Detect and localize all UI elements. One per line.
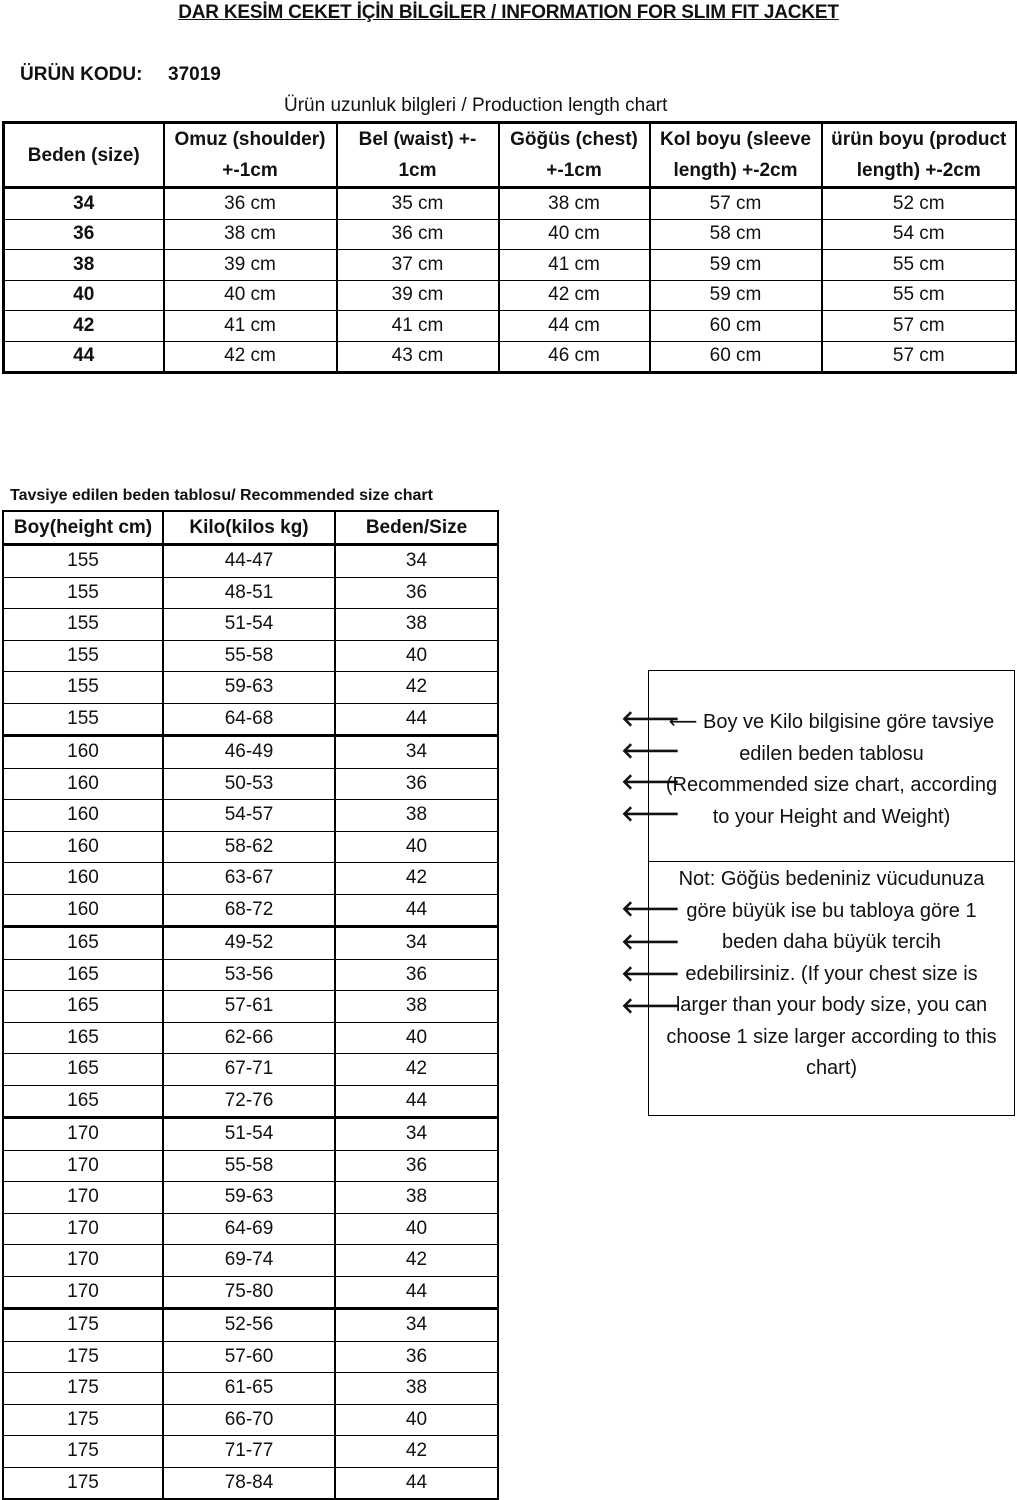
- height-cell: 165: [3, 1085, 163, 1118]
- left-arrow-icon: 🡐: [621, 769, 680, 794]
- weight-cell: 49-52: [163, 927, 335, 960]
- recommended-row: [3, 640, 498, 672]
- document-title: DAR KESİM CEKET İÇİN BİLGİLER / INFORMATION FOR SLIM FIT JACKET: [178, 2, 839, 23]
- size-cell: 40: [335, 1022, 498, 1054]
- weight-cell: 55-58: [163, 640, 335, 672]
- size-cell: 38: [4, 250, 164, 281]
- size-cell: 40: [335, 1404, 498, 1436]
- note-line: edebilirsiniz. (If your chest size is: [685, 962, 978, 985]
- recommended-size-table: [2, 510, 499, 1500]
- recommended-row: [3, 1022, 498, 1054]
- measurement-cell: 54 cm: [822, 219, 1017, 250]
- size-cell: 36: [335, 768, 498, 800]
- header-waist: Bel (waist) +- 1cm: [337, 123, 499, 188]
- height-cell: 175: [3, 1309, 163, 1342]
- measurement-cell: 57 cm: [822, 311, 1017, 342]
- production-row: [4, 311, 1017, 342]
- recommended-row: [3, 609, 498, 641]
- measurement-cell: 60 cm: [650, 311, 822, 342]
- production-row: [4, 250, 1017, 281]
- recommended-row: [3, 863, 498, 895]
- weight-cell: 63-67: [163, 863, 335, 895]
- weight-cell: 57-61: [163, 991, 335, 1023]
- header-weight: Kilo(kilos kg): [163, 511, 335, 545]
- recommended-row: [3, 959, 498, 991]
- height-cell: 160: [3, 863, 163, 895]
- recommended-row: [3, 1118, 498, 1151]
- production-length-table: [2, 121, 1017, 374]
- weight-cell: 62-66: [163, 1022, 335, 1054]
- height-cell: 165: [3, 1022, 163, 1054]
- recommendation-note: [649, 707, 1014, 833]
- recommended-row: [3, 736, 498, 769]
- height-cell: 170: [3, 1245, 163, 1277]
- size-cell: 44: [335, 1085, 498, 1118]
- left-arrow-icon: 🡐: [621, 929, 680, 954]
- height-cell: 170: [3, 1118, 163, 1151]
- height-cell: 170: [3, 1276, 163, 1309]
- production-chart-subtitle: Ürün uzunluk bilgleri / Production length chart: [284, 95, 668, 116]
- size-cell: 34: [335, 927, 498, 960]
- left-arrow-icon: 🡐: [621, 961, 680, 986]
- height-cell: 160: [3, 768, 163, 800]
- size-cell: 34: [335, 1309, 498, 1342]
- weight-cell: 69-74: [163, 1245, 335, 1277]
- size-cell: 36: [4, 219, 164, 250]
- recommended-row: [3, 1054, 498, 1086]
- weight-cell: 59-63: [163, 672, 335, 704]
- notes-box: [648, 670, 1015, 1116]
- left-arrow-icon: 🡐: [621, 738, 680, 763]
- measurement-cell: 43 cm: [337, 341, 499, 373]
- measurement-cell: 55 cm: [822, 250, 1017, 281]
- height-cell: 155: [3, 577, 163, 609]
- height-cell: 165: [3, 959, 163, 991]
- size-cell: 38: [335, 800, 498, 832]
- recommended-row: [3, 577, 498, 609]
- measurement-cell: 55 cm: [822, 280, 1017, 311]
- size-cell: 36: [335, 1150, 498, 1182]
- measurement-cell: 40 cm: [499, 219, 650, 250]
- size-cell: 42: [4, 311, 164, 342]
- recommended-row: [3, 1085, 498, 1118]
- left-arrow-icon: 🡐: [621, 993, 680, 1018]
- height-cell: 175: [3, 1373, 163, 1405]
- size-cell: 36: [335, 959, 498, 991]
- left-arrow-icon: 🡐: [621, 801, 680, 826]
- measurement-cell: 58 cm: [650, 219, 822, 250]
- measurement-cell: 38 cm: [164, 219, 337, 250]
- height-cell: 155: [3, 609, 163, 641]
- left-arrow-icon: 🡐: [621, 896, 680, 921]
- height-cell: 170: [3, 1213, 163, 1245]
- recommended-row: [3, 672, 498, 704]
- measurement-cell: 57 cm: [650, 188, 822, 220]
- weight-cell: 53-56: [163, 959, 335, 991]
- note-line: edilen beden tablosu: [739, 742, 924, 765]
- recommended-row: [3, 1245, 498, 1277]
- recommended-row: [3, 991, 498, 1023]
- recommended-header-row: [3, 511, 498, 545]
- recommended-row: [3, 768, 498, 800]
- weight-cell: 58-62: [163, 831, 335, 863]
- measurement-cell: 44 cm: [499, 311, 650, 342]
- size-cell: 40: [335, 640, 498, 672]
- size-cell: 34: [4, 188, 164, 220]
- size-cell: 34: [335, 1118, 498, 1151]
- recommended-row: [3, 1309, 498, 1342]
- size-cell: 42: [335, 1436, 498, 1468]
- size-cell: 42: [335, 863, 498, 895]
- product-code-label: ÜRÜN KODU:: [20, 64, 143, 85]
- measurement-cell: 52 cm: [822, 188, 1017, 220]
- measurement-cell: 39 cm: [337, 280, 499, 311]
- weight-cell: 78-84: [163, 1467, 335, 1499]
- height-cell: 175: [3, 1467, 163, 1499]
- measurement-cell: 59 cm: [650, 250, 822, 281]
- recommended-row: [3, 894, 498, 927]
- production-row: [4, 280, 1017, 311]
- weight-cell: 66-70: [163, 1404, 335, 1436]
- size-cell: 38: [335, 1373, 498, 1405]
- size-cell: 44: [335, 894, 498, 927]
- size-cell: 44: [4, 341, 164, 373]
- weight-cell: 52-56: [163, 1309, 335, 1342]
- size-cell: 40: [335, 1213, 498, 1245]
- weight-cell: 51-54: [163, 609, 335, 641]
- height-cell: 160: [3, 736, 163, 769]
- measurement-cell: 42 cm: [164, 341, 337, 373]
- height-cell: 170: [3, 1182, 163, 1214]
- weight-cell: 61-65: [163, 1373, 335, 1405]
- size-cell: 44: [335, 1467, 498, 1499]
- chest-size-note: [649, 864, 1014, 1085]
- height-cell: 170: [3, 1150, 163, 1182]
- height-cell: 165: [3, 991, 163, 1023]
- height-cell: 175: [3, 1404, 163, 1436]
- recommended-row: [3, 1341, 498, 1373]
- header-size: Beden (size): [4, 123, 164, 188]
- size-cell: 42: [335, 1054, 498, 1086]
- height-cell: 165: [3, 1054, 163, 1086]
- measurement-cell: 41 cm: [337, 311, 499, 342]
- size-cell: 42: [335, 672, 498, 704]
- recommended-row: [3, 800, 498, 832]
- height-cell: 175: [3, 1341, 163, 1373]
- height-cell: 155: [3, 640, 163, 672]
- note-line: göre büyük ise bu tabloya göre 1: [686, 899, 977, 922]
- header-chest: Göğüs (chest) +-1cm: [499, 123, 650, 188]
- height-cell: 160: [3, 831, 163, 863]
- header-height: Boy(height cm): [3, 511, 163, 545]
- notes-divider: [649, 861, 1014, 862]
- weight-cell: 71-77: [163, 1436, 335, 1468]
- weight-cell: 54-57: [163, 800, 335, 832]
- note-line: choose 1 size larger according to this: [666, 1025, 997, 1048]
- measurement-cell: 41 cm: [499, 250, 650, 281]
- weight-cell: 50-53: [163, 768, 335, 800]
- weight-cell: 75-80: [163, 1276, 335, 1309]
- weight-cell: 67-71: [163, 1054, 335, 1086]
- note-line: chart): [805, 1057, 858, 1079]
- measurement-cell: 60 cm: [650, 341, 822, 373]
- size-cell: 42: [335, 1245, 498, 1277]
- header-product-length: ürün boyu (product length) +-2cm: [822, 123, 1017, 188]
- size-cell: 38: [335, 991, 498, 1023]
- production-row: [4, 341, 1017, 373]
- weight-cell: 48-51: [163, 577, 335, 609]
- height-cell: 160: [3, 800, 163, 832]
- note-line: to your Height and Weight): [712, 805, 951, 828]
- note-line: (Recommended size chart, according: [665, 774, 998, 796]
- size-cell: 40: [335, 831, 498, 863]
- height-cell: 175: [3, 1436, 163, 1468]
- weight-cell: 44-47: [163, 545, 335, 578]
- measurement-cell: 46 cm: [499, 341, 650, 373]
- recommended-row: [3, 1467, 498, 1499]
- recommended-row: [3, 1150, 498, 1182]
- note-line: larger than your body size, you can: [675, 994, 988, 1016]
- recommended-row: [3, 703, 498, 736]
- production-row: [4, 219, 1017, 250]
- measurement-cell: 38 cm: [499, 188, 650, 220]
- measurement-cell: 57 cm: [822, 341, 1017, 373]
- recommended-row: [3, 1213, 498, 1245]
- weight-cell: 68-72: [163, 894, 335, 927]
- header-shoulder: Omuz (shoulder) +-1cm: [164, 123, 337, 188]
- recommended-row: [3, 1276, 498, 1309]
- note-line: beden daha büyük tercih: [721, 931, 942, 953]
- size-cell: 34: [335, 736, 498, 769]
- production-header-row: [4, 123, 1017, 188]
- weight-cell: 55-58: [163, 1150, 335, 1182]
- height-cell: 155: [3, 545, 163, 578]
- weight-cell: 51-54: [163, 1118, 335, 1151]
- recommended-row: [3, 1436, 498, 1468]
- measurement-cell: 40 cm: [164, 280, 337, 311]
- weight-cell: 72-76: [163, 1085, 335, 1118]
- measurement-cell: 42 cm: [499, 280, 650, 311]
- left-arrow-icon: 🡐: [621, 706, 680, 731]
- measurement-cell: 36 cm: [337, 219, 499, 250]
- measurement-cell: 41 cm: [164, 311, 337, 342]
- recommended-chart-caption: Tavsiye edilen beden tablosu/ Recommended size chart: [10, 487, 433, 504]
- size-cell: 36: [335, 1341, 498, 1373]
- size-cell: 38: [335, 1182, 498, 1214]
- recommended-row: [3, 545, 498, 578]
- measurement-cell: 35 cm: [337, 188, 499, 220]
- measurement-cell: 39 cm: [164, 250, 337, 281]
- weight-cell: 46-49: [163, 736, 335, 769]
- measurement-cell: 37 cm: [337, 250, 499, 281]
- recommended-row: [3, 1182, 498, 1214]
- header-size: Beden/Size: [335, 511, 498, 545]
- height-cell: 155: [3, 703, 163, 736]
- note-line: ⟵ Boy ve Kilo bilgisine göre tavsiye: [668, 711, 995, 733]
- size-cell: 38: [335, 609, 498, 641]
- product-code-value: 37019: [168, 64, 221, 85]
- size-cell: 44: [335, 703, 498, 736]
- weight-cell: 64-68: [163, 703, 335, 736]
- size-cell: 36: [335, 577, 498, 609]
- size-cell: 44: [335, 1276, 498, 1309]
- measurement-cell: 59 cm: [650, 280, 822, 311]
- height-cell: 155: [3, 672, 163, 704]
- recommended-row: [3, 927, 498, 960]
- size-cell: 34: [335, 545, 498, 578]
- recommended-row: [3, 1373, 498, 1405]
- weight-cell: 57-60: [163, 1341, 335, 1373]
- weight-cell: 59-63: [163, 1182, 335, 1214]
- weight-cell: 64-69: [163, 1213, 335, 1245]
- recommended-row: [3, 1404, 498, 1436]
- measurement-cell: 36 cm: [164, 188, 337, 220]
- production-row: [4, 188, 1017, 220]
- header-sleeve-length: Kol boyu (sleeve length) +-2cm: [650, 123, 822, 188]
- note-line: Not: Göğüs bedeniniz vücudunuza: [678, 868, 985, 890]
- height-cell: 165: [3, 927, 163, 960]
- height-cell: 160: [3, 894, 163, 927]
- size-cell: 40: [4, 280, 164, 311]
- recommended-row: [3, 831, 498, 863]
